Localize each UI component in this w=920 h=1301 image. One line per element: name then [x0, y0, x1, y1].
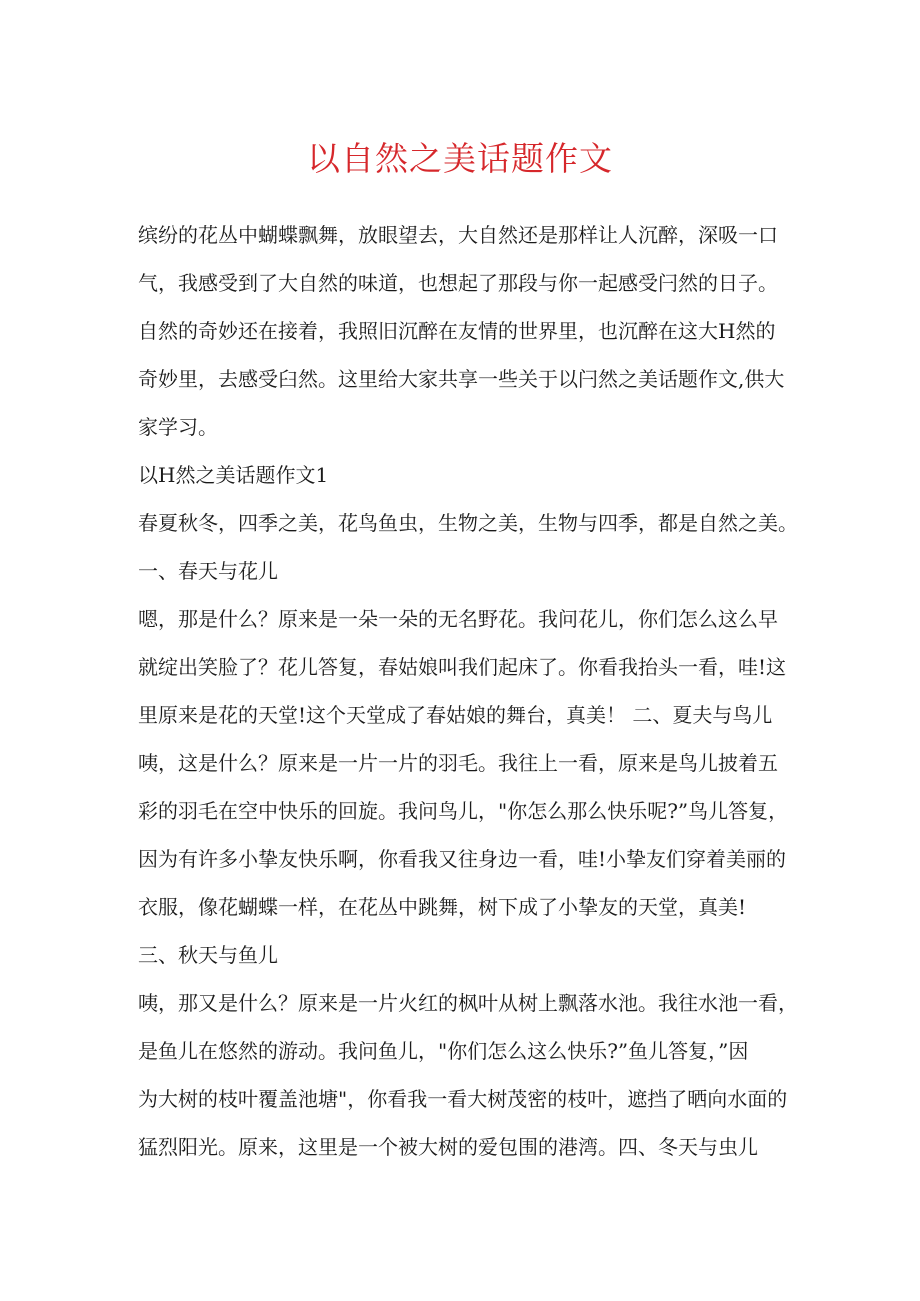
body-line: 里原来是花的天堂!这个天堂成了春姑娘的舞台，真美！ 二、夏夫与鸟儿: [138, 703, 773, 727]
body-line: 缤纷的花丛中蝴蝶飘舞，放眼望去，大自然还是那样让人沉醉，深吸一口: [138, 223, 778, 247]
body-line: 猛烈阳光。原来，这里是一个被大树的爱包围的港湾。四、冬天与虫儿: [138, 1135, 758, 1159]
body-line: 自然的奇妙还在接着，我照旧沉醉在友情的世界里，也沉醉在这大H然的: [138, 319, 776, 343]
body-line: 嗯，那是什么？原来是一朵一朵的无名野花。我问花儿，你们怎么这么早: [138, 607, 778, 631]
document-title: 以自然之美话题作文: [307, 139, 613, 178]
body-line: 为大树的枝叶覆盖池塘"，你看我一看大树茂密的枝叶，遮挡了晒向水面的: [138, 1087, 788, 1111]
body-line: 春夏秋冬，四季之美，花鸟鱼虫，生物之美，生物与四季，都是自然之美。: [138, 511, 798, 535]
body-line: 就绽出笑脸了？花儿答复，春姑娘叫我们起床了。你看我抬头一看，哇!这: [138, 655, 787, 679]
section-heading: 以H然之美话题作文1: [138, 463, 329, 487]
section-heading: 一、春天与花儿: [138, 559, 278, 583]
body-line: 是鱼儿在悠然的游动。我问鱼儿，"你们怎么这么快乐?”鱼儿答复，”因: [138, 1039, 749, 1063]
body-line: 彩的羽毛在空中快乐的回旋。我问鸟儿，"你怎么那么快乐呢?”鸟儿答复，: [138, 799, 789, 823]
section-heading: 三、秋天与鱼儿: [138, 943, 278, 967]
body-line: 咦，那又是什么？原来是一片火红的枫叶从树上飘落水池。我往水池一看，: [138, 991, 798, 1015]
body-line: 因为有许多小挚友快乐啊，你看我又往身边一看，哇!小挚友们穿着美丽的: [138, 847, 787, 871]
body-line: 衣服，像花蝴蝶一样，在花丛中跳舞，树下成了小挚友的天堂，真美!: [138, 895, 747, 919]
body-line: 奇妙里，去感受臼然。这里给大家共享一些关于以闩然之美话题作文,供大: [138, 367, 785, 391]
body-line: 家学习。: [138, 415, 218, 439]
body-line: 咦，这是什么？原来是一片一片的羽毛。我往上一看，原来是鸟儿披着五: [138, 751, 778, 775]
body-line: 气，我感受到了大自然的味道，也想起了那段与你一起感受闩然的日子。: [138, 271, 778, 295]
document-body: [138, 211, 798, 1171]
